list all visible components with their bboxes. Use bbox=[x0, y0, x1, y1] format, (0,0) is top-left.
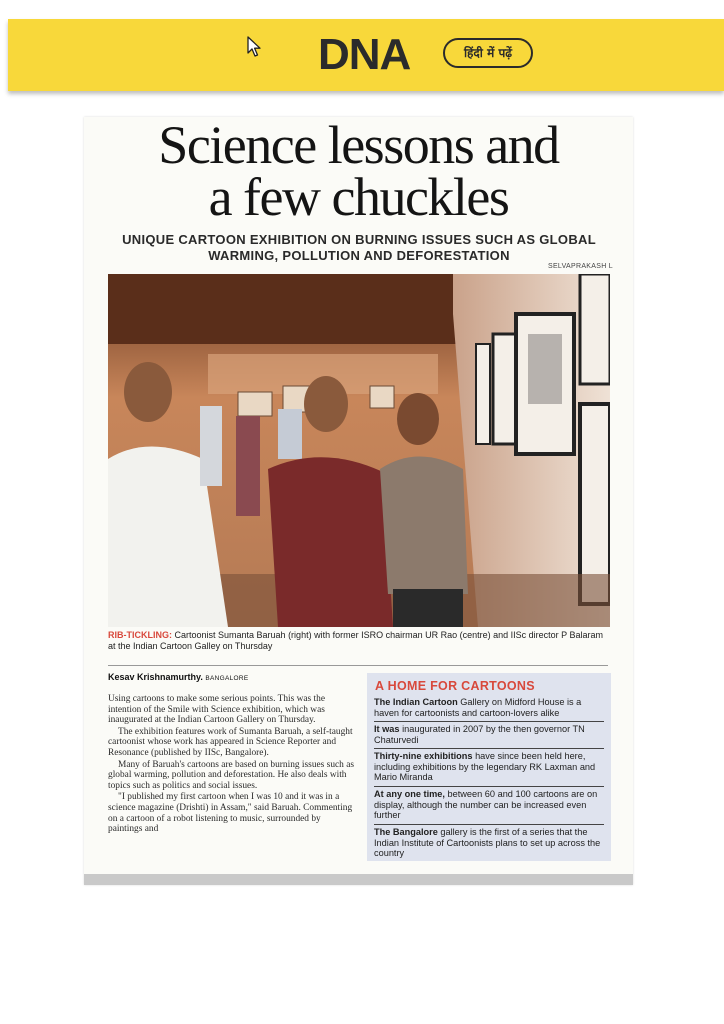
sidebar-divider bbox=[374, 786, 604, 787]
facts-sidebar bbox=[367, 673, 611, 861]
sidebar-divider bbox=[374, 824, 604, 825]
article-paragraph: "I published my first cartoon when I was 10 and it was in a science magazine (Drishti) in Assam," said Baruah. Commenting on a cartoon of a robot listening to music, surrounded by paintings and bbox=[108, 792, 353, 835]
sidebar-title: A HOME FOR CARTOONS bbox=[375, 679, 535, 693]
byline-name: Kesav Krishnamurthy. bbox=[108, 672, 203, 682]
article-headline bbox=[84, 117, 633, 227]
headline-line-2: a few chuckles bbox=[208, 167, 509, 227]
article-paragraph: Using cartoons to make some serious points. This was the intention of the Smile with Science exhibition, which was inaugurated at the Indian Cartoon Gallery on Thursday. bbox=[108, 694, 325, 726]
sidebar-fact: At any one time, between 60 and 100 cartoons are on display, although the number can be increased even further bbox=[374, 789, 598, 821]
mouse-cursor-icon bbox=[247, 36, 263, 58]
read-in-hindi-button[interactable]: हिंदी में पढ़ें bbox=[443, 38, 533, 68]
byline bbox=[108, 672, 249, 682]
sidebar-fact: It was inaugurated in 2007 by the then governor TN Chaturvedi bbox=[374, 724, 585, 745]
exhibition-photo bbox=[108, 274, 610, 627]
photo-caption bbox=[108, 630, 608, 652]
newspaper-clipping bbox=[84, 117, 633, 885]
photo-credit: SELVAPRAKASH L bbox=[547, 263, 613, 270]
byline-location: BANGALORE bbox=[205, 675, 249, 682]
article-body bbox=[108, 694, 356, 836]
sidebar-divider bbox=[374, 748, 604, 749]
dna-logo[interactable]: DNA bbox=[318, 30, 411, 79]
article-paragraph: Many of Baruah's cartoons are based on burning issues such as global warming, pollution and deforestation. He also deals with topics such as politics and social issues. bbox=[108, 759, 355, 791]
sidebar-fact: The Bangalore gallery is the first of a series that the Indian Institute of Cartoonists plans to set up across the country bbox=[374, 827, 601, 859]
sidebar-fact: Thirty-nine exhibitions have since been held here, including exhibitions by the legendary RK Laxman and Mario Miranda bbox=[374, 751, 596, 783]
article-subhead: UNIQUE CARTOON EXHIBITION ON BURNING ISSUES SUCH AS GLOBAL WARMING, POLLUTION AND DEFORESTATION bbox=[122, 232, 596, 263]
caption-lead: RIB-TICKLING: bbox=[108, 630, 172, 640]
caption-text: Cartoonist Sumanta Baruah (right) with former ISRO chairman UR Rao (centre) and IISc director P Balaram at the Indian Cartoon Galley on Thursday bbox=[108, 630, 603, 651]
article-paragraph: The exhibition features work of Sumanta Baruah, a self-taught cartoonist whose work has appeared in Science Reporter and Resonance (published by IISc, Bangalore). bbox=[108, 726, 353, 758]
clipping-bottom-edge bbox=[84, 874, 633, 885]
caption-divider bbox=[108, 665, 608, 666]
headline-line-1: Science lessons and bbox=[158, 117, 559, 175]
sidebar-fact: The Indian Cartoon Gallery on Midford House is a haven for cartoonists and cartoon-lovers alike bbox=[374, 697, 582, 718]
sidebar-divider bbox=[374, 721, 604, 722]
